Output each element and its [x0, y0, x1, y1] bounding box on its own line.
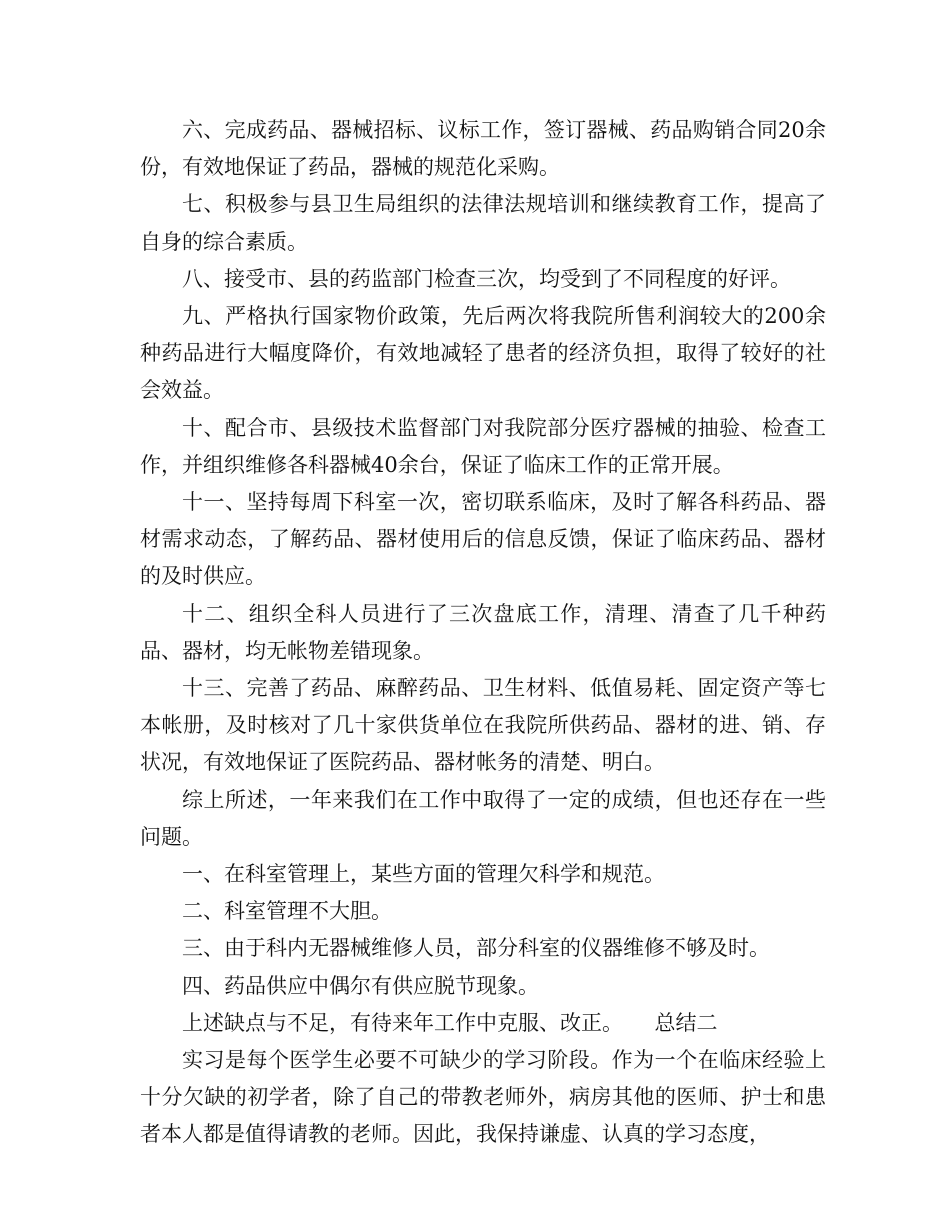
paragraph-text: 二、科室管理不大胆。 — [182, 899, 392, 924]
paragraph — [140, 1005, 826, 1042]
paragraph — [140, 930, 826, 967]
paragraph-text: 一、在科室管理上，某些方面的管理欠科学和规范。 — [182, 862, 665, 887]
paragraph — [140, 261, 826, 298]
paragraph-text: 实习是每个医学生必要不可缺少的学习阶段。作为一个在临床经验上十分欠缺的初学者，除了自己的带教老师外，病房其他的医师、护士和患者本人都是值得请教的老师。因此，我保持谦虚、认真的学习态度， — [140, 1048, 826, 1147]
paragraph — [140, 410, 826, 484]
paragraph-text: 十一、坚持每周下科室一次，密切联系临床，及时了解各科药品、器材需求动态，了解药品、器材使用后的信息反馈，保证了临床药品、器材的及时供应。 — [140, 490, 826, 589]
paragraph-text: 上述缺点与不足，有待来年工作中克服、改正。 总结二 — [182, 1010, 718, 1035]
paragraph — [140, 298, 826, 410]
paragraph — [140, 968, 826, 1005]
paragraph-text: 四、药品供应中偶尔有供应脱节现象。 — [182, 973, 539, 998]
paragraph-text: 十三、完善了药品、麻醉药品、卫生材料、低值易耗、固定资产等七本帐册，及时核对了几十家供货单位在我院所供药品、器材的进、销、存状况，有效地保证了医院药品、器材帐务的清楚、明白。 — [140, 676, 826, 775]
paragraph — [140, 670, 826, 782]
paragraph-text: 三、由于科内无器械维修人员，部分科室的仪器维修不够及时。 — [182, 936, 770, 961]
paragraph — [140, 856, 826, 893]
paragraph-text: 七、积极参与县卫生局组织的法律法规培训和继续教育工作，提高了自身的综合素质。 — [140, 192, 826, 254]
paragraph-text: 十二、组织全科人员进行了三次盘底工作，清理、清查了几千种药品、器材，均无帐物差错现象。 — [140, 601, 826, 663]
paragraph — [140, 596, 826, 670]
paragraph — [140, 186, 826, 260]
paragraph — [140, 782, 826, 856]
paragraph-text: 六、完成药品、器械招标、议标工作，签订器械、药品购销合同20余份，有效地保证了药品，器械的规范化采购。 — [140, 118, 826, 180]
paragraph-text: 九、严格执行国家物价政策，先后两次将我院所售利润较大的200余种药品进行大幅度降价，有效地减轻了患者的经济负担，取得了较好的社会效益。 — [140, 304, 826, 403]
paragraph — [140, 484, 826, 596]
document-body — [140, 112, 826, 1154]
paragraph — [140, 112, 826, 186]
paragraph — [140, 893, 826, 930]
paragraph-text: 综上所述，一年来我们在工作中取得了一定的成绩，但也还存在一些问题。 — [140, 787, 826, 849]
paragraph-text: 八、接受市、县的药监部门检查三次，均受到了不同程度的好评。 — [182, 266, 791, 291]
paragraph — [140, 1042, 826, 1154]
paragraph-text: 十、配合市、县级技术监督部门对我院部分医疗器械的抽验、检查工作，并组织维修各科器械40余台，保证了临床工作的正常开展。 — [140, 415, 826, 477]
